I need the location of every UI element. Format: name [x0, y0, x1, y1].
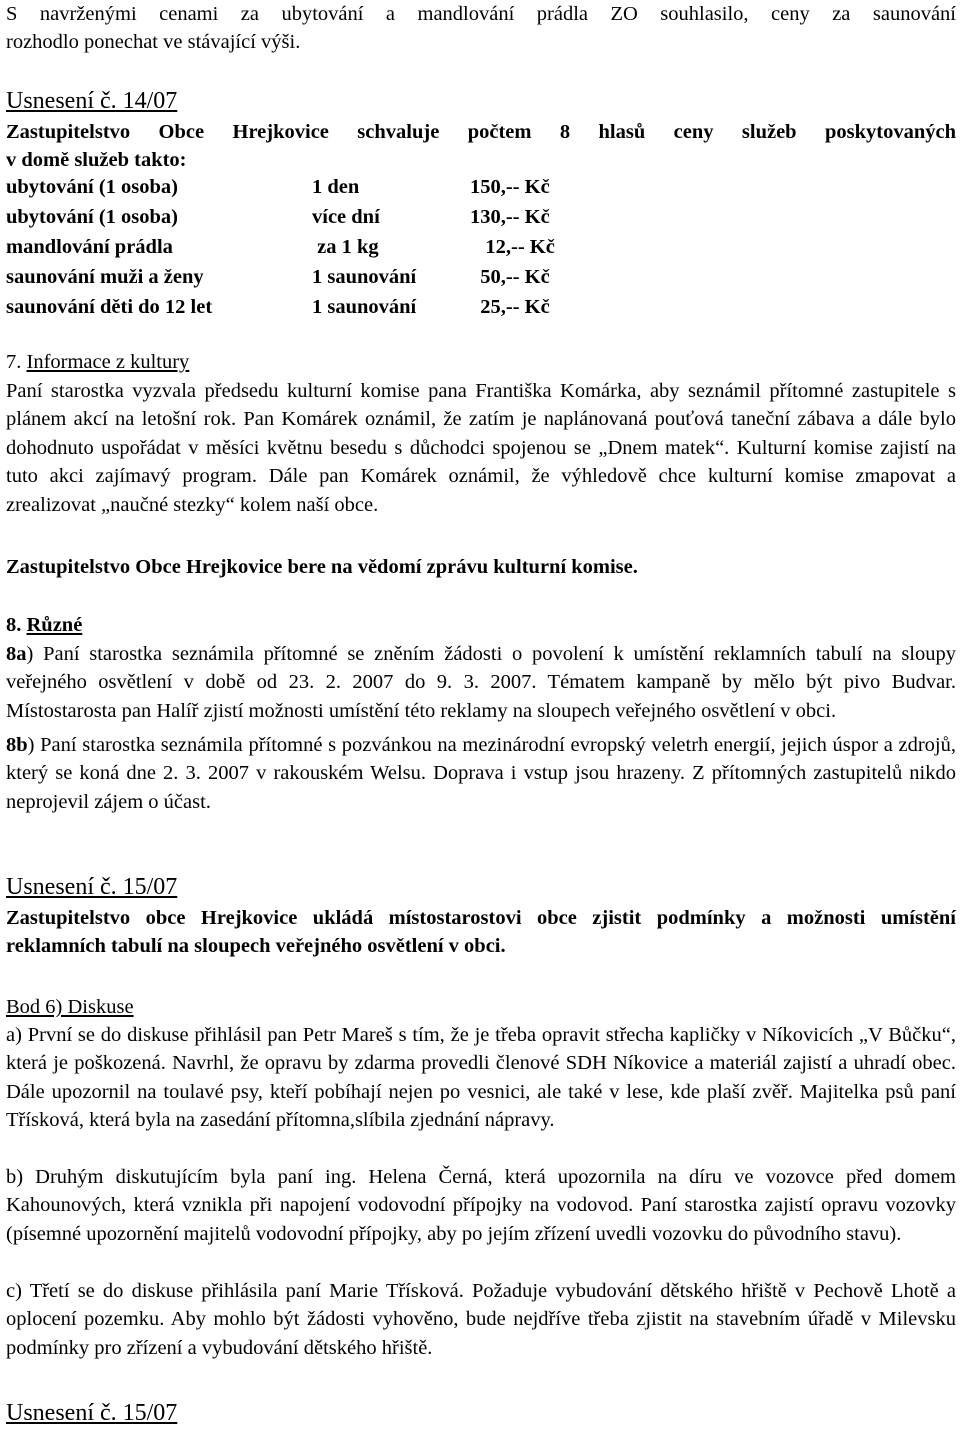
section-7-heading: [6, 348, 956, 376]
price-unit: 1 saunování: [312, 296, 417, 318]
section-8-heading: [6, 611, 956, 639]
section-8b-paragraph: [6, 731, 956, 816]
price-amount: 50,-- Kč: [470, 266, 550, 288]
resolution-14-heading: Usnesení č. 14/07: [6, 88, 178, 114]
resolution-15-text: Zastupitelstvo obce Hrejkovice ukládá místostarostovi obce zjistit podmínky a možnosti umístění reklamních tabulí na sloupech veřejného osvětlení v obci.: [6, 907, 956, 958]
intro-line-2: rozhodlo ponechat ve stávající výši.: [6, 31, 301, 53]
intro-line-1: S navrženými cenami za ubytování a mandlování prádla ZO souhlasilo, ceny za saunování: [6, 3, 956, 25]
discussion-item-a: a) První se do diskuse přihlásil pan Petr Mareš s tím, že je třeba opravit střecha kapličky v Níkovicích „V Bůčku“, která je poškozená. Navrhl, že opravu by zdarma provedli členové SDH Níkovice a materiál zajistí a uhradí obec. Dále upozornil na toulavé psy, kteří pobíhají nejen po vesnici, ale také v lese, kde plaší zvěř. Majitelka psů paní Třísková, která byla na zasedání přítomna,slíbila zjednání nápravy.: [6, 1024, 956, 1132]
price-row: [6, 203, 555, 233]
section-7-conclusion: Zastupitelstvo Obce Hrejkovice bere na vědomí zprávu kulturní komise.: [6, 556, 638, 578]
section-8-title: Různé: [26, 614, 83, 636]
price-service: ubytování (1 osoba): [6, 206, 179, 228]
section-8a-label: 8a: [6, 643, 27, 665]
price-amount: 150,-- Kč: [470, 176, 550, 198]
section-8b-label: 8b: [6, 734, 28, 756]
resolution-14-line-2: v domě služeb takto:: [6, 149, 187, 171]
section-8b-text: ) Paní starostka seznámila přítomné s pozvánkou na mezinárodní evropský veletrh energií, jejich úspor a zdrojů, který se koná dne 2. 3. 2007 v rakouském Welsu. Doprava i vstup jsou hrazeny. Z přítomných zastupitelů nikdo neprojevil zájem o účast.: [6, 734, 956, 813]
footer-resolution-heading: Usnesení č. 15/07: [6, 1400, 178, 1426]
resolution-15-heading: Usnesení č. 15/07: [6, 874, 178, 900]
price-unit: za 1 kg: [312, 236, 379, 258]
price-table: [6, 173, 555, 323]
price-unit: 1 den: [312, 176, 360, 198]
section-7-title: Informace z kultury: [26, 351, 190, 373]
discussion-item-b: b) Druhým diskutujícím byla paní ing. Helena Černá, která upozornila na díru ve vozovce před domem Kahounových, která vznikla při napojení vodovodní přípojky na vodovod. Paní starostka zajistí opravu vozovky (písemné upozornění majitelů vodovodní přípojky, aby po jejím zřízení uvedli vozovku do původního stavu).: [6, 1166, 956, 1245]
price-service: ubytování (1 osoba): [6, 176, 179, 198]
bod-6-heading: Bod 6) Diskuse: [6, 996, 134, 1018]
price-unit: 1 saunování: [312, 266, 417, 288]
price-row: [6, 263, 555, 293]
resolution-14-line-1: Zastupitelstvo Obce Hrejkovice schvaluje počtem 8 hlasů ceny služeb poskytovaných: [6, 121, 956, 143]
price-amount: 25,-- Kč: [470, 296, 550, 318]
price-amount: 130,-- Kč: [470, 206, 550, 228]
section-8a-paragraph: [6, 640, 956, 725]
price-row: [6, 233, 555, 263]
price-service: mandlování prádla: [6, 236, 173, 258]
discussion-item-c: c) Třetí se do diskuse přihlásila paní Marie Třísková. Požaduje vybudování dětského hřiště v Pechově Lhotě a oplocení pozemku. Aby mohlo být žádosti vyhověno, bude nejdříve třeba zjistit na stavebním úřadě v Milevsku podmínky pro zřízení a vybudování dětského hřiště.: [6, 1280, 956, 1359]
price-service: saunování děti do 12 let: [6, 296, 213, 318]
price-unit: více dní: [312, 206, 380, 228]
price-row: [6, 173, 555, 203]
section-8-number: 8.: [6, 614, 27, 636]
price-row: [6, 293, 555, 323]
price-amount: 12,-- Kč: [470, 236, 555, 258]
section-7-number: 7.: [6, 351, 27, 373]
price-service: saunování muži a ženy: [6, 266, 204, 288]
section-8a-text: ) Paní starostka seznámila přítomné se zněním žádosti o povolení k umístění reklamních tabulí na sloupy veřejného osvětlení v době od 23. 2. 2007 do 9. 3. 2007. Tématem kampaně by mělo být pivo Budvar. Místostarosta pan Halíř zjistí možnosti umístění této reklamy na sloupech veřejného osvětlení v obci.: [6, 643, 956, 722]
section-7-paragraph: Paní starostka vyzvala předsedu kulturní komise pana Františka Komárka, aby seznámil přítomné zastupitele s plánem akcí na letošní rok. Pan Komárek oznámil, že zatím je naplánovaná pouťová taneční zábava a dále bylo dohodnuto uspořádat v měsíci květnu besedu s důchodci spojenou se „Dnem matek“. Kulturní komise zajistí na tuto akci zajímavý program. Dále pan Komárek oznámil, že výhledově chce kulturní komise zmapovat a zrealizovat „naučné stezky“ kolem naší obce.: [6, 380, 956, 516]
